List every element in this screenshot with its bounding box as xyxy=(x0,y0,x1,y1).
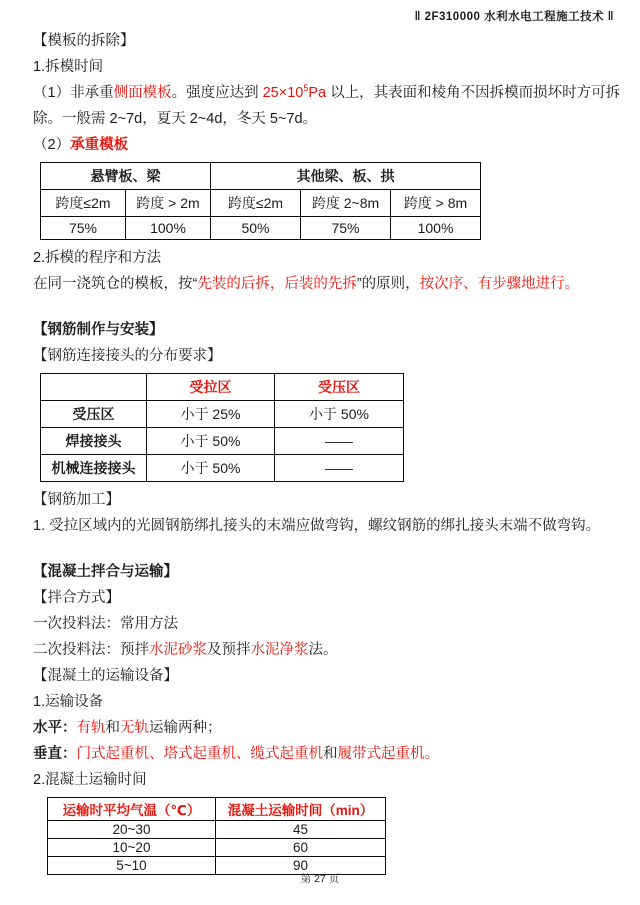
paragraph-transport-equipment xyxy=(33,689,628,715)
highlighted-text: 侧面模板 xyxy=(113,85,172,101)
highlighted-text: 水泥砂浆 xyxy=(149,642,207,658)
table-cell: 10~20 xyxy=(48,839,216,857)
table-cell: 跨度 2~8m xyxy=(301,190,391,217)
table-cell: 焊接接头 xyxy=(41,428,147,455)
page-number: 第 27 页 xyxy=(300,873,340,885)
table-cell: 50% xyxy=(211,217,301,240)
table-cell: —— xyxy=(275,455,404,482)
text-segment: 运输两种； xyxy=(149,720,222,736)
table-cell: 其他梁、板、拱 xyxy=(211,163,481,190)
table-cell: 跨度 > 2m xyxy=(126,190,211,217)
text-segment: 。强度应达到 xyxy=(171,85,263,101)
text-segment: ”的原则， xyxy=(356,276,420,292)
text-segment: 二次投料法：预拌 xyxy=(33,642,149,658)
text-segment: 及预拌 xyxy=(207,642,251,658)
text-segment: 垂直： xyxy=(33,746,77,762)
table-row xyxy=(41,190,481,217)
highlighted-text: 水泥净浆 xyxy=(250,642,309,658)
highlighted-text: 履带式起重机。 xyxy=(337,746,439,762)
highlighted-text: 有轨 xyxy=(76,720,106,736)
text-segment: 1.运输设备 xyxy=(33,694,104,710)
highlighted-text: Pa xyxy=(308,85,327,101)
table-cell: 5~10 xyxy=(48,857,216,875)
text-segment: 和 xyxy=(323,746,338,762)
table-cell: 75% xyxy=(41,217,126,240)
table-cell: 运输时平均气温（℃） xyxy=(48,798,216,821)
table-cell: 机械连接接头 xyxy=(41,455,147,482)
table-cell: 100% xyxy=(391,217,481,240)
text-segment: 和 xyxy=(105,720,120,736)
text-segment: 水平： xyxy=(33,720,77,736)
heading-rebar-processing: 【钢筋加工】 xyxy=(33,492,120,508)
table-cell: 跨度 > 8m xyxy=(391,190,481,217)
heading-rebar-joint-distribution: 【钢筋连接接头的分布要求】 xyxy=(33,348,222,364)
text-segment: 2.拆模的程序和方法 xyxy=(33,250,162,266)
text-segment: 1.拆模时间 xyxy=(33,59,104,75)
paragraph-single-feed xyxy=(33,611,628,637)
table-cell: 悬臂板、梁 xyxy=(41,163,211,190)
heading-mixing-method: 【拌合方式】 xyxy=(33,590,120,606)
text-segment: 在同一浇筑仓的模板，按“ xyxy=(33,276,198,292)
text-segment: 2.混凝土运输时间 xyxy=(33,772,147,788)
table-cell: 小于 25% xyxy=(147,401,275,428)
table-row xyxy=(41,401,404,428)
table-row xyxy=(41,217,481,240)
heading-concrete-mixing-transport: 【混凝土拌合与运输】 xyxy=(33,564,178,580)
table-cell: 100% xyxy=(126,217,211,240)
highlighted-text: 无轨 xyxy=(120,720,149,736)
table-row xyxy=(48,798,386,821)
table-row xyxy=(48,839,386,857)
paragraph-nonbearing-formwork xyxy=(33,80,628,132)
table-cell: 受拉区 xyxy=(147,374,275,401)
paragraph-rebar-hooks xyxy=(33,513,628,539)
paragraph-vertical-transport xyxy=(33,741,628,767)
paragraph-removal-time xyxy=(33,54,628,80)
table-cell: 60 xyxy=(216,839,386,857)
table-cell: 受压区 xyxy=(41,401,147,428)
text-segment: 1. 受拉区域内的光圆钢筋绑扎接头的末端应做弯钩，螺纹钢筋的绑扎接头末端不做弯钩。 xyxy=(33,518,601,534)
heading-rebar-fabrication: 【钢筋制作与安装】 xyxy=(33,322,164,338)
highlighted-text: 按次序、有步骤地进行。 xyxy=(419,276,580,292)
formwork-removal-table xyxy=(40,162,481,240)
table-cell: 75% xyxy=(301,217,391,240)
rebar-joint-distribution-table xyxy=(40,373,404,482)
table-cell: 90 xyxy=(216,857,386,875)
text-segment: 法。 xyxy=(308,642,338,658)
highlighted-text: 25×10 xyxy=(262,85,304,101)
table-cell: 小于 50% xyxy=(147,455,275,482)
table-row xyxy=(41,428,404,455)
table-row xyxy=(41,455,404,482)
table-cell: 跨度≤2m xyxy=(211,190,301,217)
table-cell xyxy=(41,374,147,401)
text-segment: 一次投料法：常用方法 xyxy=(33,616,178,632)
paragraph-removal-procedure xyxy=(33,245,628,271)
paragraph-removal-principle xyxy=(33,271,628,297)
table-cell: —— xyxy=(275,428,404,455)
paragraph-bearing-formwork xyxy=(33,132,628,158)
table-cell: 受压区 xyxy=(275,374,404,401)
text-segment: 以上，其表面和棱角不因拆模而损坏时方可拆除。一般需 2~7d，夏天 2~4d，冬天 5~7d。 xyxy=(33,85,621,127)
paragraph-double-feed xyxy=(33,637,628,663)
table-cell: 20~30 xyxy=(48,821,216,839)
text-segment: （1）非承重 xyxy=(33,85,114,101)
table-row xyxy=(41,163,481,190)
table-cell: 小于 50% xyxy=(275,401,404,428)
concrete-transport-time-table xyxy=(47,797,386,875)
page-header-title: ‖ 2F310000 水利水电工程施工技术 ‖ xyxy=(414,11,614,23)
highlighted-text: 承重模板 xyxy=(70,137,129,153)
text-segment: （2） xyxy=(33,137,71,153)
paragraph-transport-time xyxy=(33,767,628,793)
table-row xyxy=(48,821,386,839)
heading-formwork-removal: 【模板的拆除】 xyxy=(33,33,135,49)
table-cell: 跨度≤2m xyxy=(41,190,126,217)
table-cell: 混凝土运输时间（min） xyxy=(216,798,386,821)
table-row xyxy=(41,374,404,401)
highlighted-text: 5 xyxy=(303,83,309,94)
paragraph-horizontal-transport xyxy=(33,715,628,741)
highlighted-text: 先装的后拆，后装的先拆 xyxy=(197,276,357,292)
heading-transport-equipment: 【混凝土的运输设备】 xyxy=(33,668,178,684)
table-cell: 45 xyxy=(216,821,386,839)
table-cell: 小于 50% xyxy=(147,428,275,455)
highlighted-text: 门式起重机、塔式起重机、缆式起重机 xyxy=(76,746,323,762)
